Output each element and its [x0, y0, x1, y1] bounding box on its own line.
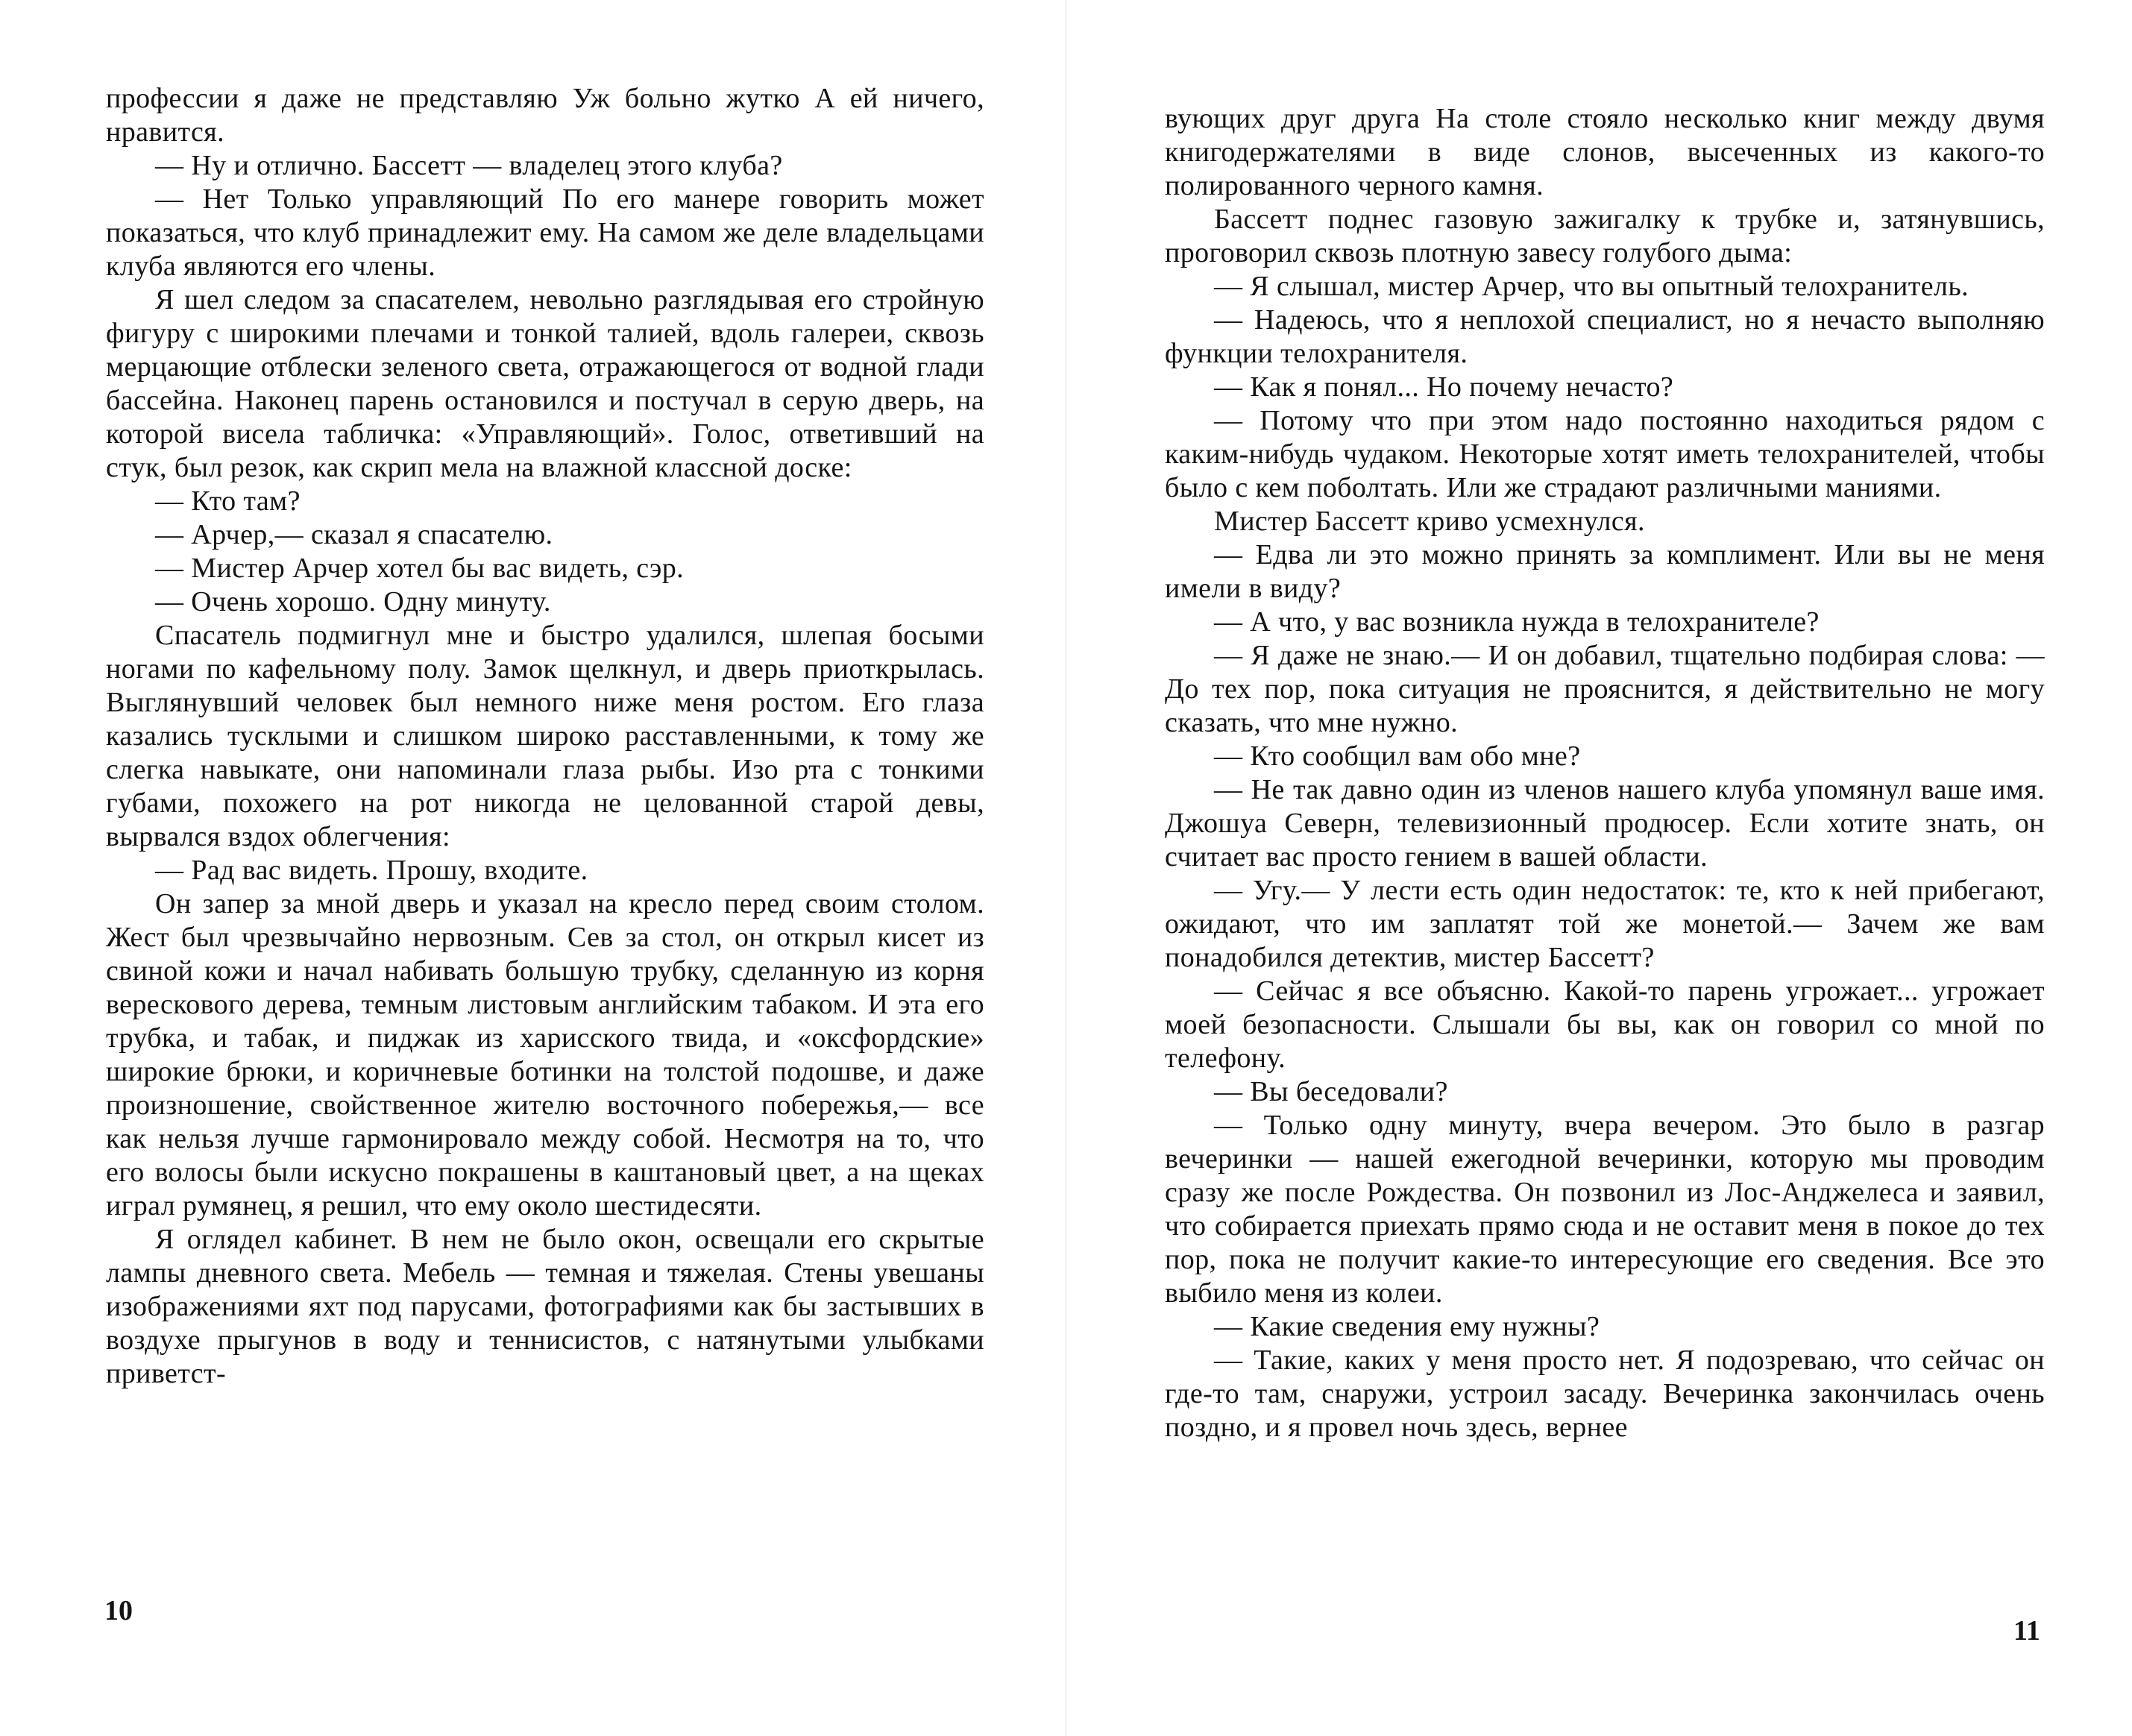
page-number: 10 [104, 1595, 133, 1626]
paragraph: — Кто сообщил вам обо мне? [1214, 740, 1581, 772]
paragraph: — Я даже не знаю.— И он добавил, тщательно подбирая слова: — До тех пор, пока ситуация не прояснится, я действительно не могу сказать, что мне нужно. [1165, 640, 2045, 738]
paragraph: Я оглядел кабинет. В нем не было окон, освещали его скрытые лампы дневного света. Мебель — темная и тяжелая. Стены увешаны изображениями яхт под парусами, фотографиями как бы застывших в воздухе прыгунов в воду и теннисистов, с натянутыми улыбками приветст- [106, 1224, 984, 1389]
paragraph: — Мистер Арчер хотел бы вас видеть, сэр. [155, 553, 685, 584]
paragraph: — А что, у вас возникла нужда в телохранителе? [1214, 606, 1820, 638]
paragraph: — Сейчас я все объясню. Какой-то парень угрожает... угрожает моей безопасности. Слышали бы вы, как он говорил со мной по телефону. [1165, 975, 2045, 1074]
right-page [1066, 0, 2132, 1736]
paragraph: Мистер Бассетт криво усмехнулся. [1214, 506, 1645, 537]
paragraph: — Какие сведения ему нужны? [1214, 1311, 1600, 1342]
paragraph: — Не так давно один из членов нашего клуба упомянул ваше имя. Джошуа Северн, телевизионный продюсер. Если хотите знать, он считает вас просто гением в вашей области. [1165, 774, 2045, 872]
paragraph: — Нет Только управляющий По его манере говорить может показаться, что клуб принадлежит ему. На самом же деле владельцами клуба являются его члены. [106, 183, 984, 282]
paragraph: Бассетт поднес газовую зажигалку к трубке и, затянувшись, проговорил сквозь плотную завесу голубого дыма: [1165, 204, 2045, 268]
paragraph: — Потому что при этом надо постоянно находиться рядом с каким-нибудь чудаком. Некоторые хотят иметь телохранителей, чтобы было с кем поболтать. Или же страдают различными маниями. [1165, 405, 2045, 503]
paragraph: Он запер за мной дверь и указал на кресло перед своим столом. Жест был чрезвычайно нервозным. Сев за стол, он открыл кисет из свиной кожи и начал набивать большую трубку, сделанную из корня верескового дерева, темным листовым английским табаком. И эта его трубка, и табак, и пиджак из харисского твида, и «оксфордские» широкие брюки, и коричневые ботинки на толстой подошве, и даже произношение, свойственное жителю восточного побережья,— все как нельзя лучше гармонировало между собой. Несмотря на то, что его волосы были искусно покрашены в каштановый цвет, а на щеках играл румянец, я решил, что ему около шестидесяти. [106, 888, 984, 1221]
right-page-text-column [1165, 102, 2045, 1444]
paragraph: — Рад вас видеть. Прошу, входите. [155, 855, 588, 886]
paragraph: — Кто там? [155, 485, 301, 517]
paragraph: — Надеюсь, что я неплохой специалист, но я нечасто выполняю функции телохранителя. [1165, 304, 2045, 369]
paragraph: — Вы беседовали? [1214, 1076, 1448, 1107]
paragraph: — Угу.— У лести есть один недостаток: те, кто к ней прибегают, ожидают, что им заплатят той же монетой.— Зачем же вам понадобился детектив, мистер Бассетт? [1165, 875, 2045, 973]
paragraph: — Ну и отлично. Бассетт — владелец этого клуба? [155, 150, 783, 181]
paragraph: — Я слышал, мистер Арчер, что вы опытный телохранитель. [1214, 271, 1969, 302]
left-page-text-column [106, 82, 984, 1391]
paragraph: вующих друг друга На столе стояло несколько книг между двумя книгодержателями в виде слонов, высеченных из какого-то полированного черного камня. [1165, 103, 2045, 201]
paragraph: — Только одну минуту, вчера вечером. Это было в разгар вечеринки — нашей ежегодной вечеринки, которую мы проводим сразу же после Рождества. Он позвонил из Лос-Анджелеса и заявил, что собирается приехать прямо сюда и не оставит меня в покое до тех пор, пока не получит какие-то интересующие его сведения. Все это выбило меня из колеи. [1165, 1110, 2045, 1309]
paragraph: — Такие, каких у меня просто нет. Я подозреваю, что сейчас он где-то там, снаружи, устроил засаду. Вечеринка закончилась очень поздно, и я провел ночь здесь, вернее [1165, 1345, 2045, 1443]
paragraph: Я шел следом за спасателем, невольно разглядывая его стройную фигуру с широкими плечами и тонкой талией, вдоль галереи, сквозь мерцающие отблески зеленого света, отражающегося от водной глади бассейна. Наконец парень остановился и постучал в серую дверь, на которой висела табличка: «Управляющий». Голос, ответивший на стук, был резок, как скрип мела на влажной классной доске: [106, 284, 984, 483]
paragraph: профессии я даже не представляю Уж больно жутко А ей ничего, нравится. [106, 83, 984, 148]
paragraph: — Арчер,— сказал я спасателю. [155, 519, 553, 550]
paragraph: — Едва ли это можно принять за комплимент. Или вы не меня имели в виду? [1165, 539, 2045, 604]
paragraph: — Как я понял... Но почему нечасто? [1214, 371, 1674, 403]
paragraph: Спасатель подмигнул мне и быстро удалился, шлепая босыми ногами по кафельному полу. Замок щелкнул, и дверь приоткрылась. Выглянувший человек был немного ниже меня ростом. Его глаза казались тусклыми и слишком широко расставленными, к тому же слегка навыкате, они напоминали глаза рыбы. Изо рта с тонкими губами, похожего на рот никогда не целованной старой девы, вырвался вздох облегчения: [106, 620, 984, 852]
paragraph: — Очень хорошо. Одну минуту. [155, 586, 551, 617]
page-number: 11 [2013, 1615, 2040, 1647]
